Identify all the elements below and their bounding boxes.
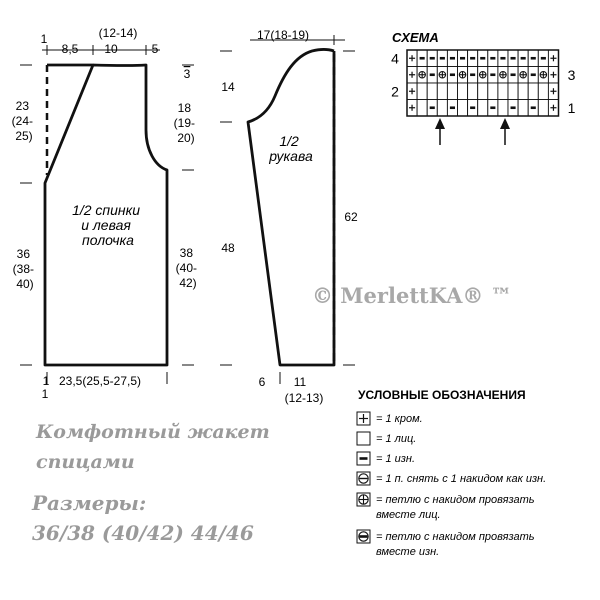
legend-item-yo-knit	[357, 493, 535, 521]
scheme-row	[407, 67, 576, 84]
body-piece	[12, 26, 201, 401]
scheme-arrow	[435, 118, 445, 145]
sleeve-dim-cap-height: 14	[221, 80, 235, 94]
scheme-cell-k	[407, 83, 417, 100]
scheme-cell-blank	[528, 83, 538, 100]
body-dim-left-side: 36 (38- 40)	[12, 247, 34, 291]
sizes-values: 36/38 (40/42) 44/46	[32, 521, 254, 545]
scheme-cell-cross	[458, 67, 468, 84]
scheme-row-label: 3	[567, 66, 576, 83]
scheme-cell-cross	[478, 67, 488, 84]
legend-symbol-yo-purl	[357, 530, 370, 543]
body-dim-right-armhole: 18 (19- 20)	[173, 101, 195, 145]
body-dim-bottom-below: 1	[41, 387, 49, 401]
scheme-cell-purl	[528, 50, 538, 67]
scheme-cell-dash	[427, 100, 437, 117]
sleeve-dim-bottom-width-sizes: (12-13)	[284, 391, 324, 405]
legend-symbol-knit	[357, 432, 370, 445]
sleeve-dim-bottom-left: 6	[258, 375, 266, 389]
scheme-cell-cross	[518, 67, 528, 84]
legend-text: = 1 изн.	[376, 453, 415, 465]
scheme-cell-blank	[538, 100, 548, 117]
scheme-cell-blank	[437, 83, 447, 100]
scheme-cell-blank	[427, 83, 437, 100]
body-dim-bottom-edge: 1	[42, 374, 50, 388]
scheme-cell-blank	[498, 83, 508, 100]
scheme-grid	[391, 50, 576, 116]
legend-item-edge	[357, 412, 423, 425]
scheme-cell-dash	[508, 100, 518, 117]
sleeve-dim-top-width: 17(18-19)	[256, 28, 310, 42]
scheme-row-label: 4	[391, 50, 399, 67]
legend-item-knit	[357, 432, 416, 445]
scheme-cell-blank	[478, 100, 488, 117]
watermark: © MerlettKA® ™	[312, 283, 512, 308]
scheme-cell-purl	[508, 50, 518, 67]
sleeve-outline	[248, 50, 334, 366]
scheme-title: СХЕМА	[392, 30, 439, 45]
scheme-cell-purl	[508, 67, 518, 84]
stitch-scheme	[391, 30, 576, 145]
sleeve-dim-total-length: 62	[344, 210, 358, 224]
scheme-row-label: 1	[567, 99, 576, 116]
legend-item-slip	[357, 472, 546, 485]
scheme-cell-blank	[447, 83, 457, 100]
scheme-cell-blank	[458, 100, 468, 117]
body-dim-bottom-width: 23,5(25,5-27,5)	[58, 374, 142, 388]
sleeve-dim-bottom-width: 11	[293, 375, 307, 389]
scheme-cell-blank	[417, 83, 427, 100]
legend-text: вместе изн.	[376, 546, 440, 558]
scheme-cell-purl	[488, 50, 498, 67]
body-dim-edge-top: 1	[40, 32, 48, 46]
scheme-cell-purl	[437, 50, 447, 67]
legend-text: = 1 лиц.	[376, 433, 417, 445]
body-dim-right-side: 38 (40- 42)	[175, 246, 197, 290]
body-dim-shoulder: 8,5	[61, 42, 79, 56]
scheme-row	[407, 100, 576, 117]
scheme-row-label: 2	[391, 83, 399, 100]
scheme-cell-purl	[488, 67, 498, 84]
scheme-cell-blank	[417, 100, 427, 117]
scheme-cell-dash	[447, 100, 457, 117]
scheme-row	[391, 50, 558, 67]
title-line-2: спицами	[36, 451, 135, 473]
scheme-cell-dash	[468, 100, 478, 117]
body-dim-neck-sizes: (12-14)	[98, 26, 138, 40]
legend-items	[357, 412, 546, 558]
legend-item-yo-purl	[357, 530, 535, 558]
scheme-row	[391, 83, 558, 100]
legend-symbol-yo-knit	[357, 493, 370, 506]
scheme-cell-k	[548, 100, 558, 117]
scheme-cell-k	[407, 50, 417, 67]
scheme-cell-blank	[488, 83, 498, 100]
legend	[357, 388, 546, 558]
body-dim-neck: 10	[104, 42, 118, 56]
scheme-cell-purl	[498, 50, 508, 67]
sleeve-dim-length: 48	[221, 241, 235, 255]
body-piece-label: 1/2 спинки и левая полочка	[72, 202, 141, 248]
sleeve-piece	[220, 28, 358, 405]
legend-symbol-purl	[357, 452, 370, 465]
scheme-cell-blank	[508, 83, 518, 100]
scheme-cell-purl	[538, 50, 548, 67]
legend-text: вместе лиц.	[376, 509, 441, 521]
scheme-cell-purl	[427, 67, 437, 84]
body-dim-left-armhole: 23 (24- 25)	[11, 99, 33, 143]
scheme-cell-blank	[468, 83, 478, 100]
scheme-cell-blank	[458, 83, 468, 100]
scheme-cell-purl	[528, 67, 538, 84]
scheme-cell-k	[548, 83, 558, 100]
title-line-1: Комфотный жакет	[36, 421, 270, 443]
scheme-arrow	[500, 118, 510, 145]
scheme-cell-cross	[498, 67, 508, 84]
body-note-right-top: 3	[183, 67, 191, 81]
scheme-cell-k	[548, 67, 558, 84]
scheme-cell-purl	[468, 50, 478, 67]
scheme-cell-purl	[468, 67, 478, 84]
scheme-cell-cross	[538, 67, 548, 84]
legend-item-purl	[357, 452, 415, 465]
scheme-cell-blank	[518, 100, 528, 117]
scheme-cell-dash	[528, 100, 538, 117]
legend-title: УСЛОВНЫЕ ОБОЗНАЧЕНИЯ	[358, 388, 526, 402]
legend-text: = петлю с накидом провязать	[376, 494, 535, 506]
legend-text: = 1 кром.	[376, 413, 423, 425]
scheme-cell-purl	[447, 67, 457, 84]
scheme-cell-k	[407, 67, 417, 84]
legend-text: = 1 п. снять с 1 накидом как изн.	[376, 473, 547, 485]
body-dim-front: 5	[151, 42, 159, 56]
scheme-cell-purl	[518, 50, 528, 67]
scheme-cell-blank	[478, 83, 488, 100]
scheme-cell-cross	[437, 67, 447, 84]
scheme-cell-purl	[447, 50, 457, 67]
scheme-cell-purl	[427, 50, 437, 67]
scheme-cell-dash	[488, 100, 498, 117]
scheme-cell-blank	[538, 83, 548, 100]
scheme-cell-k	[548, 50, 558, 67]
scheme-cell-blank	[518, 83, 528, 100]
legend-symbol-edge	[357, 412, 370, 425]
scheme-cell-purl	[458, 50, 468, 67]
sleeve-piece-label: 1/2 рукава	[269, 133, 313, 164]
scheme-cell-purl	[478, 50, 488, 67]
sizes-heading: Размеры:	[32, 491, 147, 515]
scheme-cell-cross	[417, 67, 427, 84]
scheme-cell-blank	[437, 100, 447, 117]
scheme-cell-purl	[417, 50, 427, 67]
scheme-cell-blank	[498, 100, 508, 117]
scheme-cell-k	[407, 100, 417, 117]
legend-symbol-slip	[357, 472, 370, 485]
legend-text: = петлю с накидом провязать	[376, 531, 535, 543]
